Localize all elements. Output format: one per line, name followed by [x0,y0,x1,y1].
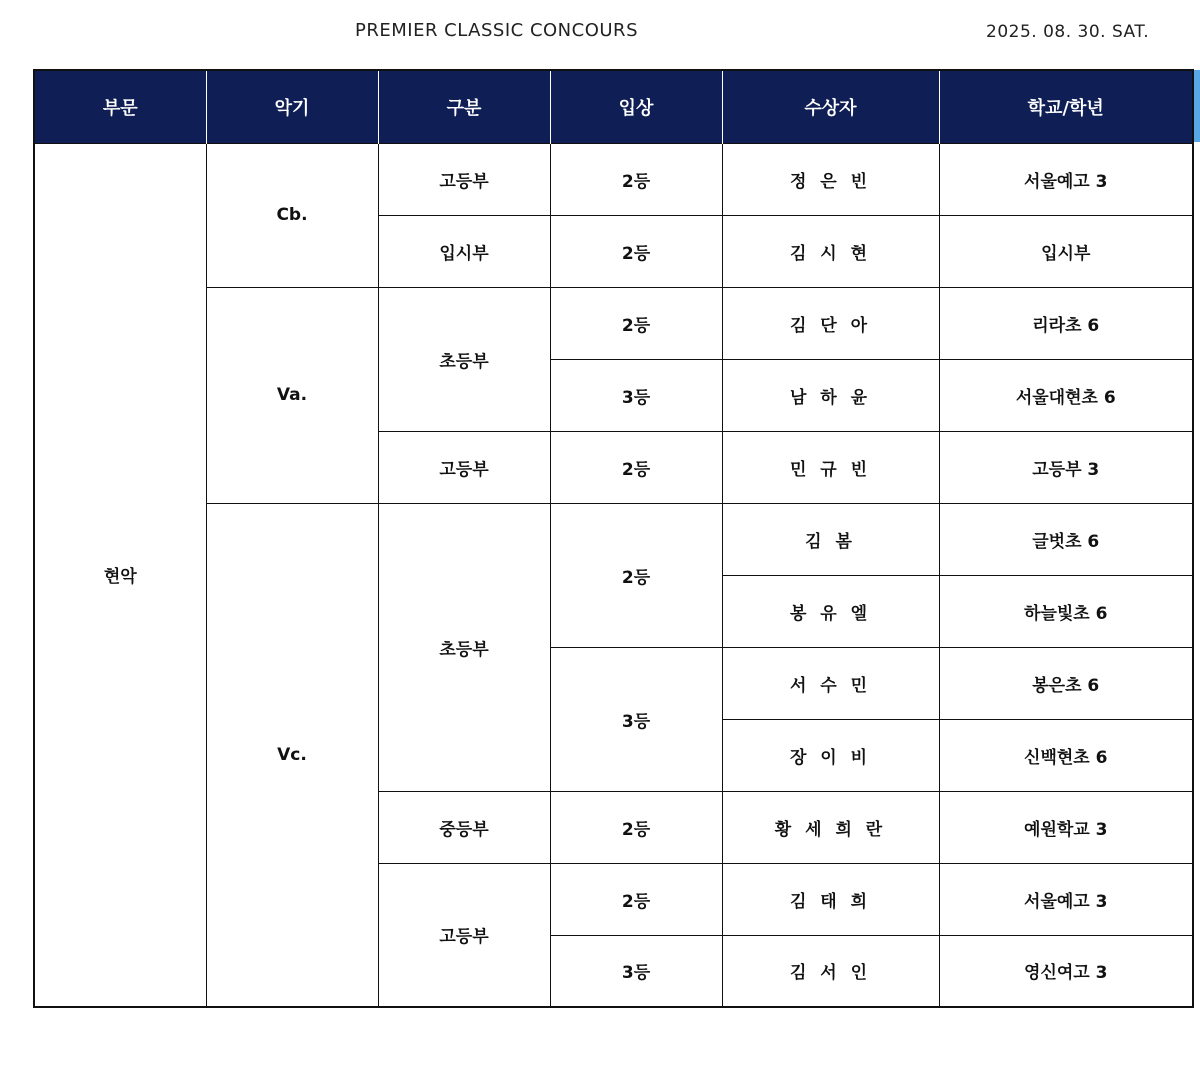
school-cell: 하늘빛초 6 [939,575,1193,647]
winner-cell: 서 수 민 [722,647,939,719]
instrument-cell: Cb. [206,143,378,287]
winner-cell: 김 시 현 [722,215,939,287]
winner-cell: 김 서 인 [722,935,939,1007]
school-cell: 서울예고 3 [939,863,1193,935]
division-cell: 현악 [34,143,206,1007]
rank-cell: 2등 [550,863,722,935]
table-row [34,287,1193,359]
edge-accent-bar [1193,70,1200,142]
award-results-table [33,69,1194,1008]
column-header-winner: 수상자 [722,70,939,143]
rank-cell: 2등 [550,791,722,863]
winner-cell: 장 이 비 [722,719,939,791]
school-cell: 입시부 [939,215,1193,287]
category-cell: 고등부 [378,863,550,1007]
instrument-cell: Vc. [206,503,378,1007]
rank-cell: 2등 [550,287,722,359]
table-row [34,143,1193,215]
category-cell: 중등부 [378,791,550,863]
column-header-rank: 입상 [550,70,722,143]
rank-cell: 3등 [550,935,722,1007]
school-cell: 글벗초 6 [939,503,1193,575]
school-cell: 리라초 6 [939,287,1193,359]
rank-cell: 2등 [550,503,722,647]
winner-cell: 김 태 희 [722,863,939,935]
school-cell: 서울대현초 6 [939,359,1193,431]
winner-cell: 황 세 희 란 [722,791,939,863]
winner-cell: 봉 유 엘 [722,575,939,647]
winner-cell: 정 은 빈 [722,143,939,215]
column-header-school-grade: 학교/학년 [939,70,1193,143]
school-cell: 영신여고 3 [939,935,1193,1007]
category-cell: 초등부 [378,503,550,791]
table-header-row [34,70,1193,143]
rank-cell: 3등 [550,359,722,431]
category-cell: 고등부 [378,431,550,503]
winner-cell: 민 규 빈 [722,431,939,503]
category-cell: 초등부 [378,287,550,431]
document-title: PREMIER CLASSIC CONCOURS [355,20,638,41]
winner-cell: 김 봄 [722,503,939,575]
school-cell: 서울예고 3 [939,143,1193,215]
column-header-division: 부문 [34,70,206,143]
winner-cell: 남 하 윤 [722,359,939,431]
school-cell: 고등부 3 [939,431,1193,503]
table-row [34,503,1193,575]
instrument-cell: Va. [206,287,378,503]
column-header-category: 구분 [378,70,550,143]
school-cell: 예원학교 3 [939,791,1193,863]
rank-cell: 3등 [550,647,722,791]
school-cell: 봉은초 6 [939,647,1193,719]
rank-cell: 2등 [550,143,722,215]
school-cell: 신백현초 6 [939,719,1193,791]
category-cell: 입시부 [378,215,550,287]
category-cell: 고등부 [378,143,550,215]
rank-cell: 2등 [550,431,722,503]
document-date: 2025. 08. 30. SAT. [986,22,1150,42]
column-header-instrument: 악기 [206,70,378,143]
rank-cell: 2등 [550,215,722,287]
winner-cell: 김 단 아 [722,287,939,359]
